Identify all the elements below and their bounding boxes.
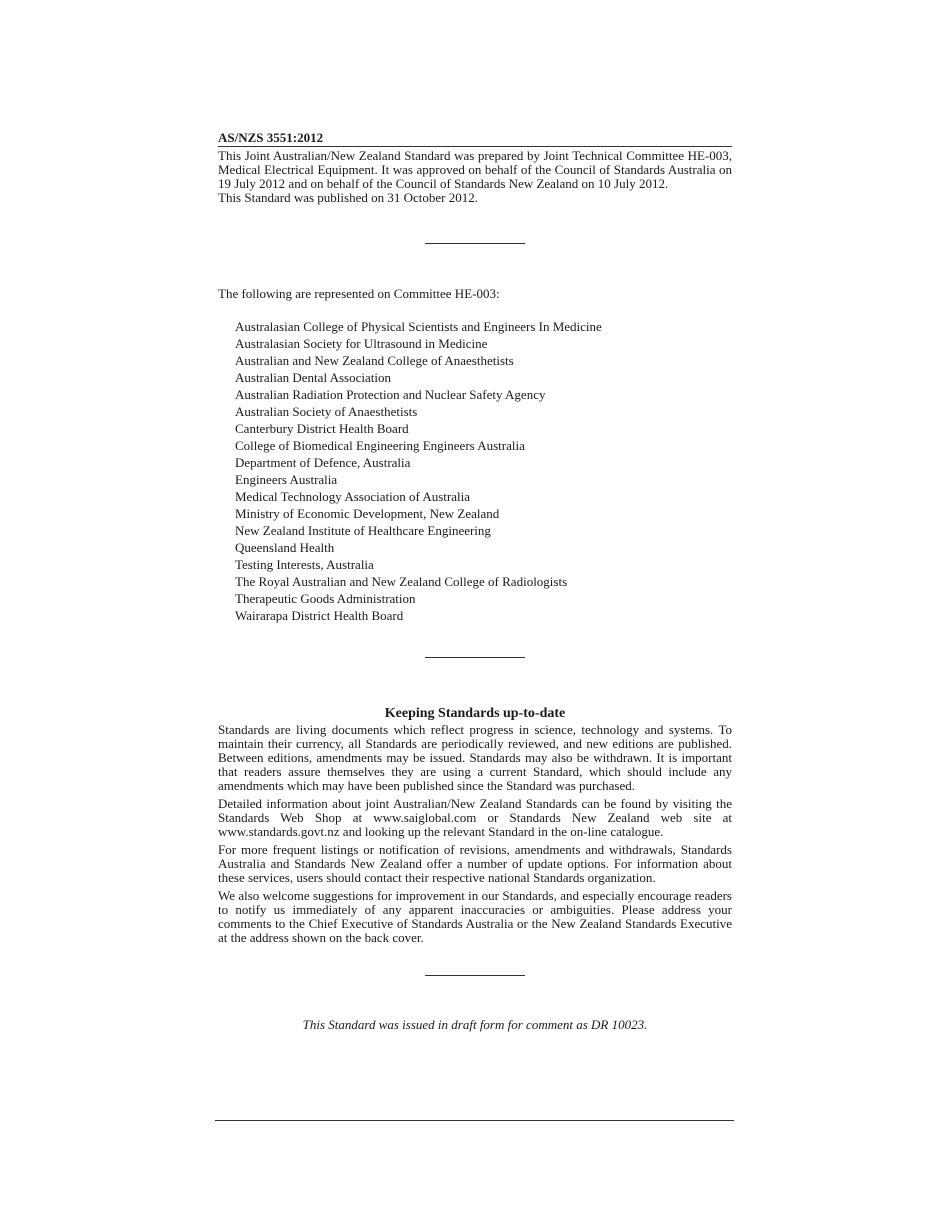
list-item: Australian and New Zealand College of Anaesthetists bbox=[235, 353, 514, 368]
list-item: Medical Technology Association of Australia bbox=[235, 489, 470, 504]
list-item: Australian Society of Anaesthetists bbox=[235, 404, 418, 419]
divider-rule bbox=[425, 657, 525, 658]
committee-member-list bbox=[218, 318, 732, 624]
list-item: Queensland Health bbox=[235, 540, 335, 555]
body-paragraph: For more frequent listings or notification of revisions, amendments and withdrawals, Standards Australia and Standards New Zealand offer a number of update options. For information about these services, users should contact their respective national Standards organization. bbox=[218, 842, 732, 885]
list-item: Canterbury District Health Board bbox=[235, 421, 409, 436]
body-paragraph: Standards are living documents which reflect progress in science, technology and systems. To maintain their currency, all Standards are periodically reviewed, and new editions are published. Between editions, amendments may be issued. Standards may also be withdrawn. It is important that readers assure themselves they are using a current Standard, which should include any amendments which may have been published since the Standard was purchased. bbox=[218, 722, 732, 793]
divider-rule bbox=[425, 975, 525, 976]
body-paragraph: Detailed information about joint Australian/New Zealand Standards can be found by visiting the Standards Web Shop at www.saiglobal.com or Standards New Zealand web site at www.standards.govt.nz and looking up the relevant Standard in the on-line catalogue. bbox=[218, 796, 732, 839]
list-item: College of Biomedical Engineering Engineers Australia bbox=[235, 438, 525, 453]
approval-paragraph: This Joint Australian/New Zealand Standard was prepared by Joint Technical Committee HE-003, Medical Electrical Equipment. It was approved on behalf of the Council of Standards Australia on 19 July 2012 and on behalf of the Council of Standards New Zealand on 10 July 2012. bbox=[218, 148, 732, 191]
list-item: The Royal Australian and New Zealand College of Radiologists bbox=[235, 574, 568, 589]
list-item: Therapeutic Goods Administration bbox=[235, 591, 416, 606]
list-item: Engineers Australia bbox=[235, 472, 338, 487]
committee-intro: The following are represented on Committee HE-003: bbox=[218, 286, 500, 301]
publication-line: This Standard was published on 31 October 2012. bbox=[218, 190, 478, 205]
list-item: Australasian College of Physical Scientists and Engineers In Medicine bbox=[235, 319, 602, 334]
approval-block bbox=[218, 149, 732, 205]
list-item: Testing Interests, Australia bbox=[235, 557, 374, 572]
list-item: Department of Defence, Australia bbox=[235, 455, 411, 470]
divider-rule bbox=[425, 243, 525, 244]
document-page bbox=[218, 130, 732, 1033]
list-item: Australian Dental Association bbox=[235, 370, 391, 385]
section-heading: Keeping Standards up-to-date bbox=[384, 706, 566, 721]
list-item: Australasian Society for Ultrasound in Medicine bbox=[235, 336, 488, 351]
list-item: New Zealand Institute of Healthcare Engineering bbox=[235, 523, 491, 538]
keeping-up-to-date-body bbox=[218, 723, 732, 945]
draft-note: This Standard was issued in draft form for comment as DR 10023. bbox=[302, 1017, 648, 1032]
list-item: Ministry of Economic Development, New Zealand bbox=[235, 506, 500, 521]
list-item: Australian Radiation Protection and Nuclear Safety Agency bbox=[235, 387, 546, 402]
standard-id: AS/NZS 3551:2012 bbox=[218, 130, 732, 147]
list-item: Wairarapa District Health Board bbox=[235, 608, 404, 623]
footer-rule bbox=[215, 1120, 734, 1121]
body-paragraph: We also welcome suggestions for improvement in our Standards, and especially encourage readers to notify us immediately of any apparent inaccuracies or ambiguities. Please address your comments to the Chief Executive of Standards Australia or the New Zealand Standards Executive at the address shown on the back cover. bbox=[218, 888, 732, 945]
